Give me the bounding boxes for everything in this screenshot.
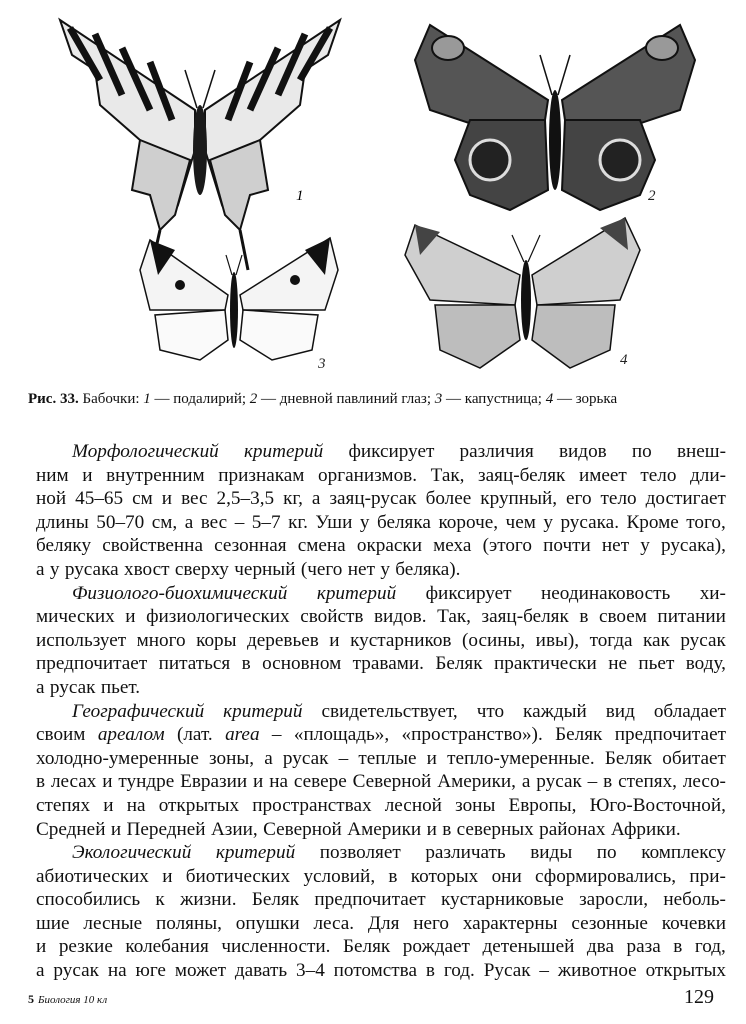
caption-item-num: 2 — [249, 391, 258, 407]
word: – — [338, 747, 349, 769]
word: использует — [36, 629, 127, 651]
word: резкие — [58, 936, 113, 958]
word: и — [161, 488, 173, 510]
text-line — [36, 582, 726, 606]
word: детенышей — [482, 936, 575, 958]
word: а — [36, 558, 45, 580]
word: в — [36, 771, 46, 793]
word: 5–7 — [251, 511, 281, 533]
word: заяц-русак — [329, 488, 417, 510]
word: и — [426, 818, 437, 840]
word: него — [413, 912, 450, 934]
word: а — [264, 747, 273, 769]
word: Экологический — [72, 842, 192, 864]
word: и — [36, 936, 47, 958]
word: – — [271, 724, 282, 746]
text-line — [36, 959, 726, 983]
figure-label-2: 2 — [648, 188, 656, 204]
word: Кроме — [626, 511, 679, 533]
word: кустарниковые — [440, 889, 564, 911]
word: Передней — [126, 818, 206, 840]
word: – — [539, 960, 550, 982]
word: сверху — [174, 558, 229, 580]
butterfly-3-cabbage-white — [140, 238, 338, 360]
word: тепло-умеренные. — [447, 747, 595, 769]
word: мических — [36, 606, 115, 628]
text-line — [36, 440, 726, 464]
word: русак — [53, 960, 99, 982]
word: а — [184, 511, 194, 533]
word: Северной — [263, 818, 342, 840]
word: по — [596, 842, 617, 864]
word: практически — [493, 653, 597, 675]
word: и — [426, 747, 437, 769]
word: условий, — [303, 865, 376, 887]
word: и — [253, 771, 264, 793]
word: открытых — [645, 960, 726, 982]
word: биотических — [185, 865, 291, 887]
word: русак — [680, 629, 726, 651]
word: а — [36, 960, 45, 982]
butterfly-2-peacock — [415, 25, 695, 210]
word: предпочитает — [36, 653, 148, 675]
word: северных — [456, 818, 534, 840]
word: давать — [234, 960, 288, 982]
word: рождает — [402, 936, 470, 958]
text-line — [36, 770, 726, 794]
word: фиксирует — [348, 441, 435, 462]
word: 45–65 — [75, 488, 124, 510]
word: русак — [49, 676, 96, 698]
word: и — [125, 606, 136, 628]
word: лесах — [50, 771, 97, 793]
word: area — [225, 724, 260, 746]
word: кг. — [288, 511, 308, 533]
word: и — [102, 771, 113, 793]
word: в — [425, 960, 435, 982]
word: – — [234, 511, 245, 533]
word: абиотических — [36, 865, 149, 887]
word: вид — [605, 700, 635, 722]
text-line — [36, 534, 726, 558]
word: заяц-беляк — [481, 606, 569, 628]
word: критерий — [243, 441, 324, 462]
word: предпочитает — [314, 889, 426, 911]
butterflies-illustration — [0, 0, 746, 380]
word: характерны — [462, 912, 558, 934]
word: может — [174, 960, 226, 982]
text-line — [36, 794, 726, 818]
word: лесной — [384, 794, 442, 816]
body-text — [36, 440, 726, 983]
word: ной — [36, 488, 67, 510]
word: в — [603, 771, 613, 793]
word: они — [491, 865, 522, 887]
text-line — [36, 700, 726, 724]
text-line — [36, 464, 726, 488]
word: русака — [64, 558, 119, 580]
word: степях — [36, 794, 91, 816]
word: «площадь», — [293, 724, 390, 746]
word: свойственна — [102, 535, 203, 557]
word: в — [241, 653, 251, 675]
text-line — [36, 487, 726, 511]
word: критерий — [316, 582, 397, 604]
word: организмов. — [318, 464, 418, 486]
word: неодинаковость — [541, 582, 671, 604]
word: у — [640, 535, 650, 557]
word: два — [586, 936, 614, 958]
word: по — [631, 441, 652, 462]
word: что — [476, 700, 505, 722]
word: различия — [459, 441, 534, 462]
word: короче, — [438, 511, 499, 533]
word: беляка — [376, 511, 431, 533]
word: комплексу — [641, 842, 726, 864]
word: свойств — [300, 606, 364, 628]
word: хи- — [699, 582, 726, 604]
text-line — [36, 558, 726, 582]
word: пьет. — [100, 676, 141, 698]
word: обладает — [653, 700, 726, 722]
word: при- — [689, 865, 726, 887]
word: и — [103, 794, 114, 816]
word: колебания — [125, 936, 209, 958]
word: см — [132, 488, 153, 510]
word: опушки — [235, 912, 300, 934]
word: беляка). — [395, 558, 461, 580]
word: сезонная — [214, 535, 287, 557]
word: длины — [36, 511, 89, 533]
word: на — [126, 794, 146, 816]
word: потомства — [333, 960, 417, 982]
word: у — [543, 511, 553, 533]
figure-label-4: 4 — [620, 352, 628, 368]
word: севере — [293, 771, 347, 793]
word: различать — [425, 842, 506, 864]
word: пространствах — [252, 794, 372, 816]
word: Беляк — [251, 889, 300, 911]
word: тундре — [118, 771, 175, 793]
word: Так, — [430, 464, 465, 486]
word: Северной — [352, 771, 432, 793]
word: зоны — [455, 794, 496, 816]
caption-item-num: 3 — [434, 391, 443, 407]
word: в — [673, 936, 683, 958]
word: смена — [297, 535, 346, 557]
text-line — [36, 888, 726, 912]
word: Беляк — [435, 653, 483, 675]
word: основном — [262, 653, 342, 675]
caption-prefix: Рис. 33. — [28, 391, 79, 407]
butterfly-1-podalirius — [60, 20, 340, 275]
word: (чего — [300, 558, 343, 580]
word: в — [579, 606, 589, 628]
word: а — [521, 771, 531, 793]
word: а — [311, 488, 321, 510]
word: животное — [557, 960, 637, 982]
word: тело — [600, 488, 637, 510]
text-line — [36, 935, 726, 959]
word: достигает — [645, 488, 726, 510]
caption-item-text: — подалирий; — [150, 391, 250, 407]
word: Америки, — [437, 771, 516, 793]
word: более — [425, 488, 472, 510]
word: у — [49, 558, 60, 580]
word: чем — [505, 511, 536, 533]
word: в — [388, 865, 398, 887]
word: к — [155, 889, 165, 911]
word: кг, — [283, 488, 303, 510]
word: деревьев — [247, 629, 319, 651]
word: 2,5–3,5 — [216, 488, 275, 510]
word: пьет — [638, 653, 675, 675]
word: дли- — [689, 464, 726, 486]
word: Америки — [347, 818, 422, 840]
word: год. — [443, 960, 475, 982]
word: сезонные — [571, 912, 648, 934]
word: обитает — [662, 747, 726, 769]
word: нет — [347, 558, 375, 580]
word: 3–4 — [296, 960, 325, 982]
word: Средней — [36, 818, 106, 840]
word: Юго-Восточной, — [589, 794, 726, 816]
butterfly-4-orange-tip — [405, 218, 640, 368]
footer-signature — [28, 992, 107, 1007]
word: Азии, — [210, 818, 258, 840]
word: своем — [598, 606, 647, 628]
word: Физиолого-биохимический — [72, 582, 288, 604]
caption-text: Бабочки: — [78, 391, 144, 407]
word: физиологических — [146, 606, 290, 628]
word: вес — [181, 488, 208, 510]
word: критерий — [223, 700, 303, 722]
word: питании — [657, 606, 726, 628]
figure-label-1: 1 — [296, 188, 304, 204]
word: как — [642, 629, 670, 651]
book-title: Биология 10 кл — [38, 994, 108, 1006]
word: Беляк — [342, 936, 391, 958]
word: Географический — [72, 700, 205, 722]
word: а — [36, 676, 45, 698]
word: и — [329, 629, 340, 651]
word: коры — [196, 629, 237, 651]
word: Так, — [437, 606, 471, 628]
word: поляны, — [155, 912, 222, 934]
word: признакам — [218, 464, 305, 486]
word: Беляк — [604, 747, 653, 769]
caption-item-text: — зорька — [553, 391, 618, 407]
word: теплые — [358, 747, 417, 769]
text-line — [36, 652, 726, 676]
word: заросли, — [579, 889, 649, 911]
text-line — [36, 912, 726, 936]
word: раза — [626, 936, 661, 958]
word: не — [608, 653, 628, 675]
word: см, — [151, 511, 178, 533]
text-line — [36, 605, 726, 629]
word: почти — [543, 535, 591, 557]
word: меха — [433, 535, 472, 557]
word: беляку — [36, 535, 92, 557]
word: на — [107, 960, 127, 982]
word: черный — [234, 558, 296, 580]
word: степях, — [618, 771, 677, 793]
word: леса. — [313, 912, 355, 934]
word: год, — [694, 936, 726, 958]
word: которых — [410, 865, 479, 887]
word: травами. — [352, 653, 424, 675]
word: способились — [36, 889, 141, 911]
word: (осины, — [461, 629, 526, 651]
caption-item-text: — дневной павлиний глаз; — [257, 391, 435, 407]
word: лесо- — [682, 771, 726, 793]
word: окраски — [356, 535, 422, 557]
word: и — [110, 818, 122, 840]
word: критерий — [215, 842, 296, 864]
word: ивы), — [535, 629, 580, 651]
word: на — [269, 771, 288, 793]
word: русака. — [560, 511, 619, 533]
caption-item-num: 1 — [143, 391, 151, 407]
word: Африки. — [610, 818, 681, 840]
page-number: 129 — [684, 986, 714, 1008]
text-line — [36, 747, 726, 771]
word: у — [359, 511, 370, 533]
word: в — [442, 818, 452, 840]
word: кустарников — [350, 629, 452, 651]
word: ареалом — [97, 724, 165, 746]
word: своим — [36, 724, 86, 746]
word: «пространство»). — [401, 724, 543, 746]
word: тогда — [589, 629, 633, 651]
word: внеш- — [676, 441, 726, 462]
figure-label-3: 3 — [318, 356, 326, 372]
word: ним — [36, 464, 69, 486]
word: Беляк — [555, 724, 603, 746]
word: и — [162, 865, 173, 887]
word: видов — [558, 441, 607, 462]
word: русак — [282, 747, 329, 769]
word: воду, — [685, 653, 726, 675]
word: жизни. — [180, 889, 237, 911]
text-line — [36, 511, 726, 535]
word: (лат. — [176, 724, 213, 746]
word: русак — [536, 771, 582, 793]
word: неболь- — [663, 889, 726, 911]
word: сформировались, — [535, 865, 677, 887]
word: Европы, — [508, 794, 577, 816]
word: много — [136, 629, 186, 651]
text-line — [36, 865, 726, 889]
word: тело — [640, 464, 677, 486]
word: хвост — [124, 558, 170, 580]
text-line — [36, 676, 726, 700]
word: имеет — [578, 464, 627, 486]
word: и — [82, 464, 93, 486]
word: Для — [367, 912, 400, 934]
word: открытых — [158, 794, 240, 816]
word: районах — [539, 818, 606, 840]
figure-caption — [28, 389, 728, 409]
word: – — [587, 771, 598, 793]
word: видов. — [374, 606, 427, 628]
word: питаться — [158, 653, 231, 675]
text-line — [36, 818, 726, 842]
word: у — [380, 558, 390, 580]
word: численности. — [221, 936, 331, 958]
word: лесные — [83, 912, 143, 934]
word: позволяет — [319, 842, 401, 864]
caption-item-text: — капустница; — [442, 391, 546, 407]
word: крупный, — [480, 488, 558, 510]
word: русака), — [660, 535, 726, 557]
word: свидетельствует, — [321, 700, 458, 722]
butterflies-figure — [0, 0, 746, 380]
signature-number: 5 — [28, 992, 34, 1006]
word: его — [566, 488, 592, 510]
word: Морфологический — [72, 441, 219, 462]
word: юге — [135, 960, 166, 982]
word: Русак — [483, 960, 531, 982]
text-line — [36, 841, 726, 865]
word: нет — [601, 535, 630, 557]
word: виды — [530, 842, 573, 864]
word: предпочитает — [614, 724, 726, 746]
word: шие — [36, 912, 70, 934]
word: каждый — [523, 700, 587, 722]
caption-item-num: 4 — [545, 391, 554, 407]
word: внутренним — [106, 464, 205, 486]
word: (этого — [482, 535, 532, 557]
word: фиксирует — [425, 582, 512, 604]
word: вес — [200, 511, 228, 533]
word: холодно-умеренные — [36, 747, 199, 769]
text-line — [36, 723, 726, 747]
word: Евразии — [180, 771, 248, 793]
word: того, — [686, 511, 726, 533]
word: 50–70 — [96, 511, 145, 533]
word: Уши — [315, 511, 353, 533]
word: зоны, — [209, 747, 255, 769]
word: кочевки — [661, 912, 726, 934]
word: заяц-беляк — [478, 464, 566, 486]
text-line — [36, 629, 726, 653]
